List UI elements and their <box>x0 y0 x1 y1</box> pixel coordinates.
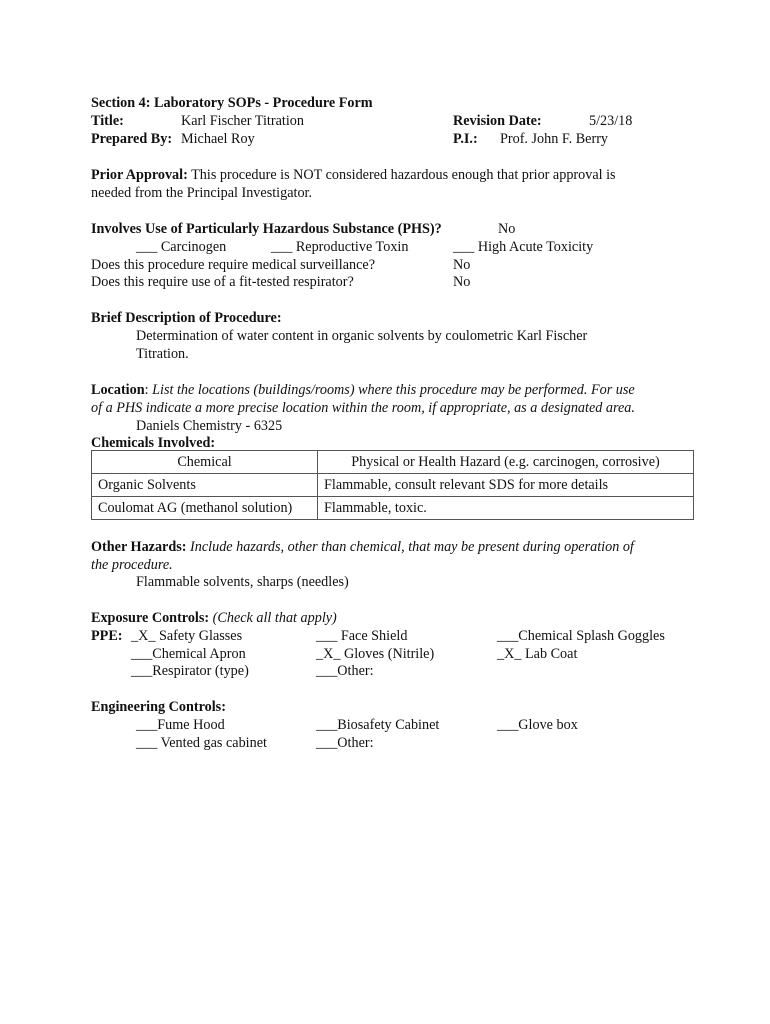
description-line-1: Determination of water content in organic solvents by coulometric Karl Fischer <box>136 328 588 344</box>
chemical-cell: Organic Solvents <box>92 474 318 497</box>
table-row <box>92 497 694 520</box>
exposure-controls-heading: Exposure Controls: (Check all that apply) <box>91 610 337 626</box>
phs-answer: No <box>498 221 516 237</box>
medical-surveillance-question: Does this procedure require medical surveillance? <box>91 257 376 273</box>
table-row <box>92 474 694 497</box>
chemical-cell: Coulomat AG (methanol solution) <box>92 497 318 520</box>
prior-approval-label: Prior Approval: <box>91 167 188 183</box>
eng-fume-hood[interactable]: ___Fume Hood <box>136 717 225 733</box>
ppe-splash-goggles[interactable]: ___Chemical Splash Goggles <box>497 628 665 644</box>
hazard-cell: Flammable, toxic. <box>318 497 694 520</box>
eng-biosafety-cabinet[interactable]: ___Biosafety Cabinet <box>316 717 440 733</box>
respirator-question: Does this require use of a fit-tested respirator? <box>91 274 354 290</box>
location-line-2: of a PHS indicate a more precise location within the room, if appropriate, as a designated area. <box>91 400 635 416</box>
revision-date-value: 5/23/18 <box>589 113 633 129</box>
hazard-cell: Flammable, consult relevant SDS for more details <box>318 474 694 497</box>
prepared-by-value: Michael Roy <box>181 131 255 147</box>
other-hazards-label: Other Hazards: <box>91 539 187 555</box>
column-header-chemical: Chemical <box>92 451 318 474</box>
ppe-face-shield[interactable]: ___ Face Shield <box>316 628 408 644</box>
eng-vented-gas-cabinet[interactable]: ___ Vented gas cabinet <box>136 735 267 751</box>
ppe-safety-glasses[interactable]: _X_ Safety Glasses <box>131 628 243 644</box>
ppe-chemical-apron[interactable]: ___Chemical Apron <box>131 646 246 662</box>
engineering-controls-heading: Engineering Controls: <box>91 699 226 715</box>
description-line-2: Titration. <box>136 346 189 362</box>
pi-label: P.I.: <box>453 131 478 147</box>
table-header-row <box>92 451 694 474</box>
prior-approval-line-2: needed from the Principal Investigator. <box>91 185 313 201</box>
phs-question: Involves Use of Particularly Hazardous Substance (PHS)? <box>91 221 442 237</box>
other-hazards-value: Flammable solvents, sharps (needles) <box>136 574 349 590</box>
title-label: Title: <box>91 113 124 129</box>
acute-toxicity-item: ___ High Acute Toxicity <box>453 239 594 255</box>
location-line-1: Location: List the locations (buildings/rooms) where this procedure may be performed. For use <box>91 382 635 398</box>
eng-other[interactable]: ___Other: <box>316 735 374 751</box>
section-heading: Section 4: Laboratory SOPs - Procedure Form <box>91 95 373 111</box>
description-label: Brief Description of Procedure: <box>91 310 282 326</box>
ppe-gloves[interactable]: _X_ Gloves (Nitrile) <box>316 646 435 662</box>
ppe-other[interactable]: ___Other: <box>316 663 374 679</box>
carcinogen-item: ___ Carcinogen <box>136 239 227 255</box>
column-header-hazard: Physical or Health Hazard (e.g. carcinogen, corrosive) <box>318 451 694 474</box>
title-value: Karl Fischer Titration <box>181 113 304 129</box>
prior-approval-line-1: Prior Approval: This procedure is NOT considered hazardous enough that prior approval is <box>91 167 616 183</box>
medical-surveillance-answer: No <box>453 257 471 273</box>
location-value: Daniels Chemistry - 6325 <box>136 418 283 434</box>
chemicals-label: Chemicals Involved: <box>91 435 216 451</box>
prepared-by-label: Prepared By: <box>91 131 173 147</box>
respirator-answer: No <box>453 274 471 290</box>
other-hazards-line-2: the procedure. <box>91 557 173 573</box>
pi-value: Prof. John F. Berry <box>500 131 609 147</box>
ppe-label: PPE: <box>91 628 123 644</box>
other-hazards-line-1: Other Hazards: Include hazards, other than chemical, that may be present during operation of <box>91 539 634 555</box>
chemicals-table <box>91 450 694 520</box>
location-label: Location <box>91 382 145 398</box>
revision-date-label: Revision Date: <box>453 113 542 129</box>
ppe-lab-coat[interactable]: _X_ Lab Coat <box>497 646 578 662</box>
eng-glove-box[interactable]: ___Glove box <box>497 717 578 733</box>
reproductive-toxin-item: ___ Reproductive Toxin <box>271 239 409 255</box>
ppe-respirator[interactable]: ___Respirator (type) <box>131 663 249 679</box>
